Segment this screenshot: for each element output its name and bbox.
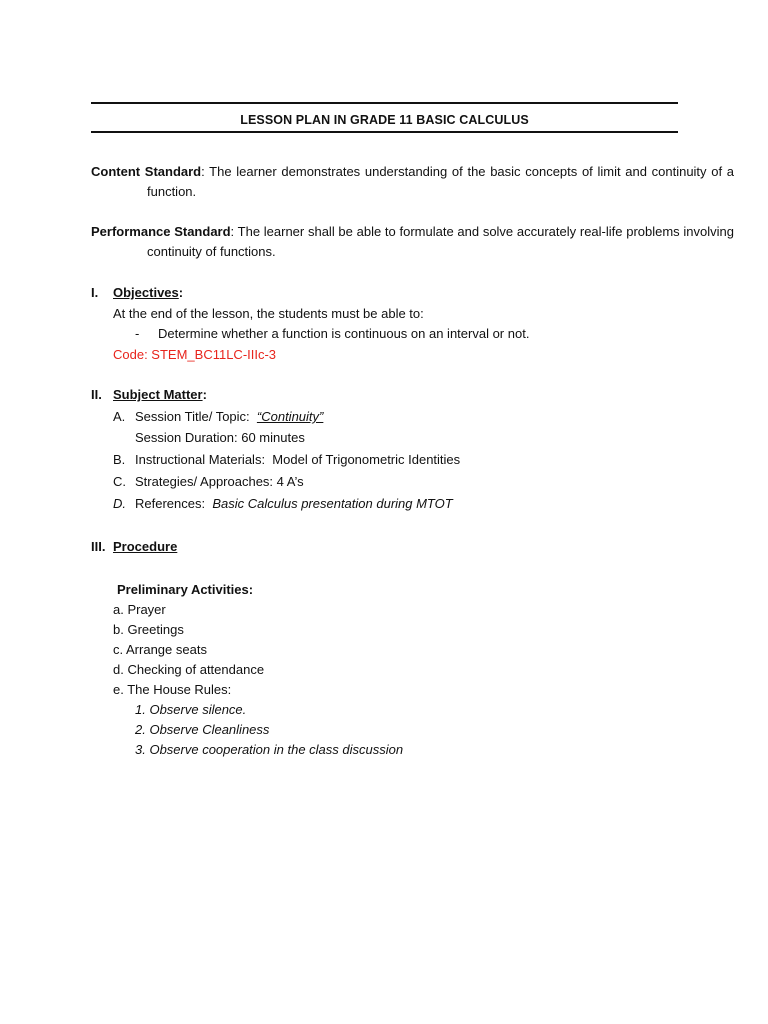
page-title: LESSON PLAN IN GRADE 11 BASIC CALCULUS: [240, 113, 529, 127]
objectives-bullet: Determine whether a function is continuous on an interval or not.: [158, 326, 530, 341]
session-title-value: “Continuity”: [256, 409, 324, 424]
preliminary-activities-heading: Preliminary Activities:: [117, 582, 254, 597]
strategies-approaches: Strategies/ Approaches: 4 A’s: [135, 474, 304, 489]
subject-matter-numeral: II.: [91, 387, 102, 402]
activity-item: c. Arrange seats: [113, 642, 207, 657]
session-title-label: Session Title/ Topic:: [135, 409, 250, 424]
procedure-heading: Procedure: [113, 539, 178, 554]
references-label: References:: [135, 496, 206, 511]
content-standard-label: Content Standard: [91, 164, 202, 179]
subject-matter-heading: Subject Matter: [113, 387, 203, 402]
subject-item-b: [135, 450, 460, 470]
procedure-numeral: III.: [91, 539, 106, 554]
performance-standard-text: : The learner shall be able to formulate and solve accurately real-life problems involving continuity of functions.: [147, 224, 734, 259]
house-rule-item: 1. Observe silence.: [135, 702, 247, 717]
competency-code: Code: STEM_BC11LC-IIIc-3: [113, 347, 277, 362]
objectives-colon: :: [178, 285, 184, 300]
objectives-bullet-dash: -: [135, 326, 140, 341]
subject-item-d: [135, 494, 453, 514]
objectives-heading-line: [113, 283, 183, 303]
session-duration: Session Duration: 60 minutes: [135, 430, 305, 445]
subject-matter-colon: :: [202, 387, 207, 402]
subject-item-a: [135, 407, 323, 427]
activity-item: b. Greetings: [113, 622, 184, 637]
performance-standard-label: Performance Standard: [91, 224, 231, 239]
references-value: Basic Calculus presentation during MTOT: [212, 496, 453, 511]
content-standard-text: : The learner demonstrates understanding of the basic concepts of limit and continuity of a function.: [147, 164, 734, 199]
instructional-materials-value: Model of Trigonometric Identities: [272, 452, 461, 467]
subject-item-d-letter: D.: [113, 496, 126, 511]
objectives-heading: Objectives: [113, 285, 179, 300]
subject-item-c-letter: C.: [113, 474, 126, 489]
subject-matter-heading-line: [113, 385, 207, 405]
house-rule-item: 3. Observe cooperation in the class discussion: [135, 742, 404, 757]
activity-item: d. Checking of attendance: [113, 662, 265, 677]
activity-item: a. Prayer: [113, 602, 166, 617]
content-standard-paragraph: [91, 162, 734, 202]
performance-standard-paragraph: [91, 222, 734, 262]
subject-item-a-letter: A.: [113, 409, 126, 424]
top-rule: [91, 102, 678, 104]
instructional-materials-label: Instructional Materials:: [135, 452, 266, 467]
objectives-numeral: I.: [91, 285, 99, 300]
subject-item-b-letter: B.: [113, 452, 126, 467]
activity-item: e. The House Rules:: [113, 682, 232, 697]
title-underline-rule: [91, 131, 678, 133]
objectives-intro: At the end of the lesson, the students must be able to:: [113, 306, 424, 321]
house-rule-item: 2. Observe Cleanliness: [135, 722, 270, 737]
